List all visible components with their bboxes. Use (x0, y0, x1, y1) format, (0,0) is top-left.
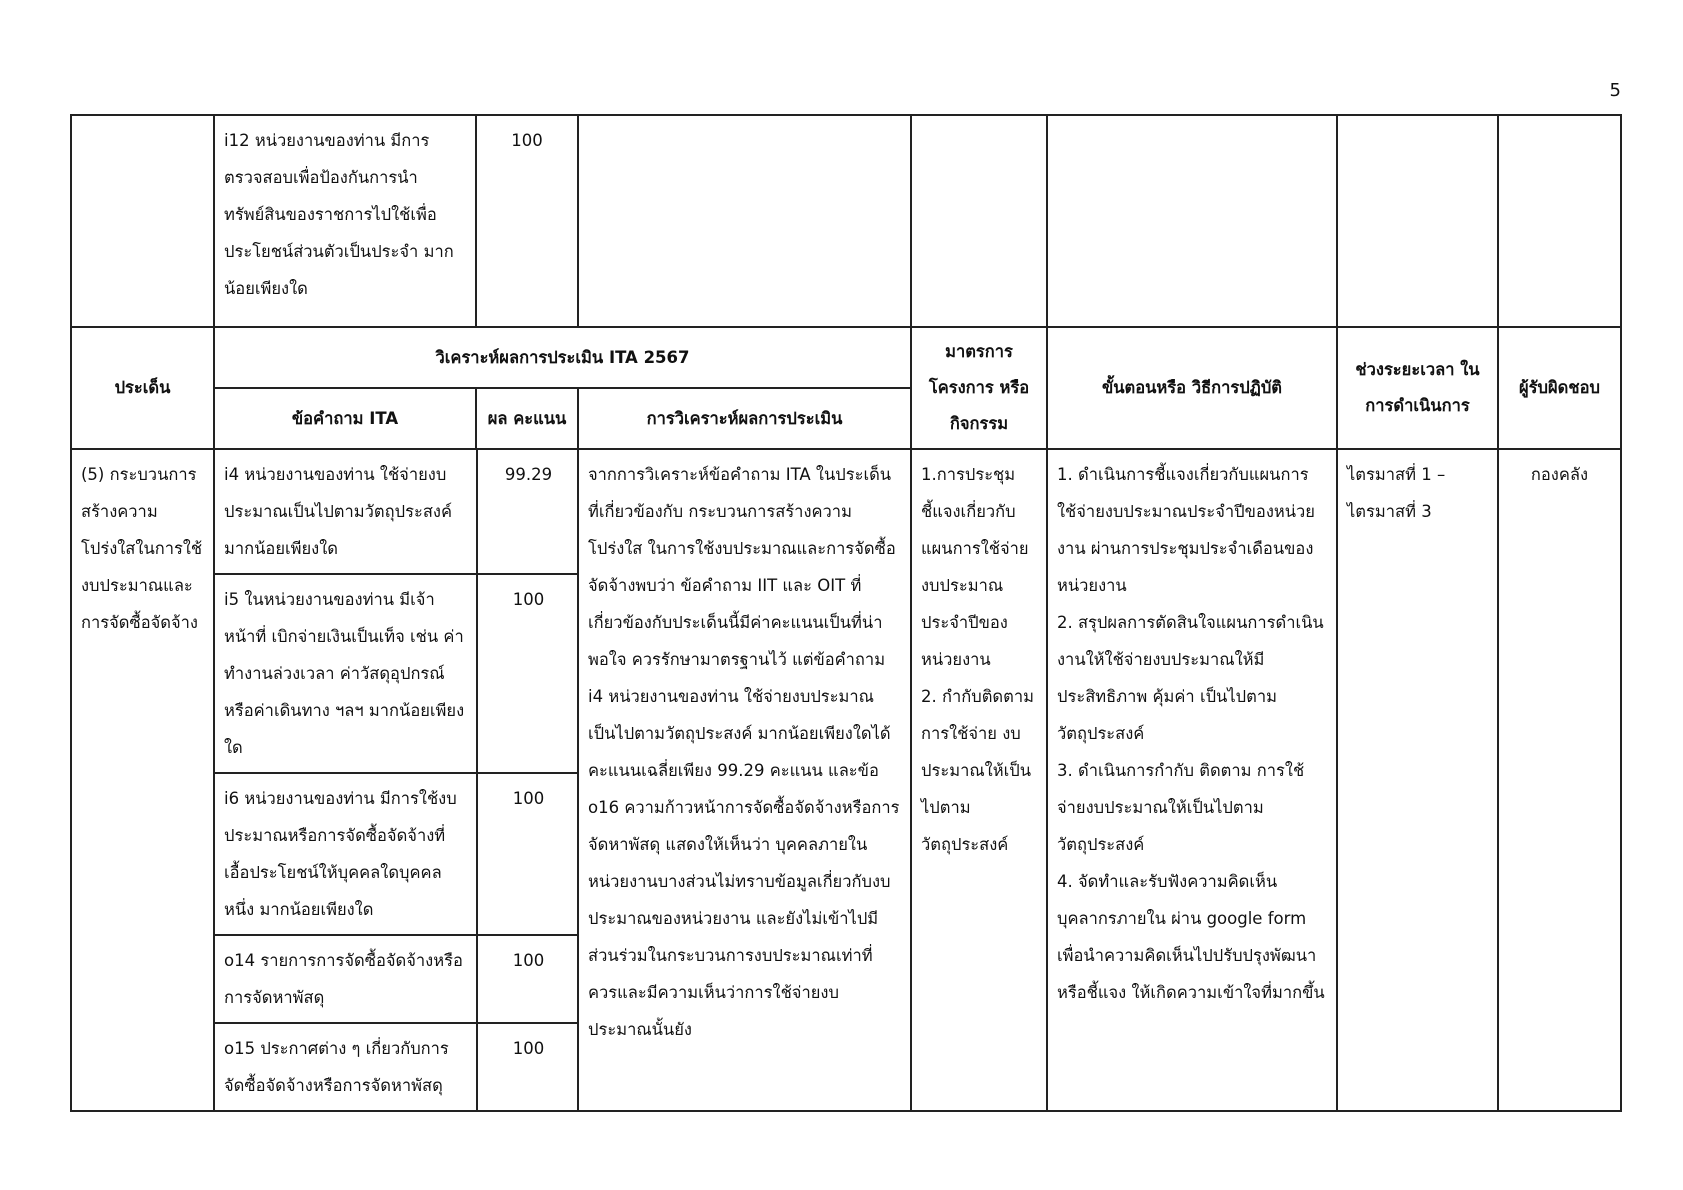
question-row (215, 450, 579, 574)
question-row (215, 1023, 579, 1110)
header-issue: ประเด็น (71, 327, 214, 449)
question-text: o14 รายการการจัดซื้อจัดจ้างหรือการจัดหาพัสดุ (215, 935, 477, 1023)
section-5-questions-cell (214, 449, 578, 1111)
section-5-procedures (1047, 449, 1337, 1111)
header-procedure: ขั้นตอนหรือ วิธีการปฏิบัติ (1047, 327, 1337, 449)
section-5-period: ไตรมาสที่ 1 – ไตรมาสที่ 3 (1337, 449, 1498, 1111)
header-question: ข้อคำถาม ITA (214, 388, 476, 449)
header-row-1 (71, 327, 1621, 388)
carryover-procedure-cell (1047, 115, 1337, 327)
procedure-step: 2. สรุปผลการตัดสินใจแผนการดำเนินงานให้ใช้จ่ายงบประมาณให้มีประสิทธิภาพ คุ้มค่า เป็นไปตามวัตถุประสงค์ (1057, 613, 1324, 743)
section-5-analysis: จากการวิเคราะห์ข้อคำถาม ITA ในประเด็นที่เกี่ยวข้องกับ กระบวนการสร้างความโปร่งใส ในการใช้งบประมาณและการจัดซื้อจัดจ้างพบว่า ข้อคำถาม IIT และ OIT ที่เกี่ยวข้องกับประเด็นนี้มีค่าคะแนนเป็นที่น่าพอใจ ควรรักษามาตรฐานไว้ แต่ข้อคำถาม i4 หน่วยงานของท่าน ใช้จ่ายงบประมาณเป็นไปตามวัตถุประสงค์ มากน้อยเพียงใดได้คะแนนเฉลี่ยเพียง 99.29 คะแนน และข้อ o16 ความก้าวหน้าการจัดซื้อจัดจ้างหรือการจัดหาพัสดุ แสดงให้เห็นว่า บุคคลภายในหน่วยงานบางส่วนไม่ทราบข้อมูลเกี่ยวกับงบประมาณของหน่วยงาน และยังไม่เข้าไปมีส่วนร่วมในกระบวนการงบประมาณเท่าที่ควรและมีความเห็นว่าการใช้จ่ายงบประมาณนั้นยัง (578, 449, 911, 1111)
measure-item: 1.การประชุมชี้แจงเกี่ยวกับแผนการใช้จ่ายงบประมาณประจำปีของหน่วยงาน (921, 465, 1029, 669)
question-text: i5 ในหน่วยงานของท่าน มีเจ้าหน้าที่ เบิกจ่ายเงินเป็นเท็จ เช่น ค่าทำงานล่วงเวลา ค่าวัสดุอุปกรณ์ หรือค่าเดินทาง ฯลฯ มากน้อยเพียงใด (215, 574, 477, 773)
question-score: 100 (477, 935, 579, 1023)
header-responsible: ผู้รับผิดชอบ (1498, 327, 1621, 449)
section-5-responsible: กองคลัง (1498, 449, 1621, 1111)
carryover-period-cell (1337, 115, 1498, 327)
section-5-issue: (5) กระบวนการสร้างความโปร่งใสในการใช้งบประมาณและการจัดซื้อจัดจ้าง (71, 449, 214, 1111)
question-score: 100 (477, 1023, 579, 1110)
procedure-step: 1. ดำเนินการชี้แจงเกี่ยวกับแผนการใช้จ่ายงบประมาณประจำปีของหน่วยงาน ผ่านการประชุมประจำเดือนของหน่วยงาน (1057, 465, 1315, 595)
carryover-question: i12 หน่วยงานของท่าน มีการตรวจสอบเพื่อป้องกันการนำทรัพย์สินของราชการไปใช้เพื่อประโยชน์ส่วนตัวเป็นประจำ มากน้อยเพียงใด (214, 115, 476, 327)
ita-analysis-table (70, 114, 1622, 1112)
carryover-analysis-cell (578, 115, 911, 327)
question-row (215, 935, 579, 1023)
procedure-step: 3. ดำเนินการกำกับ ติดตาม การใช้จ่ายงบประมาณให้เป็นไปตามวัตถุประสงค์ (1057, 761, 1305, 854)
section-5-measures (911, 449, 1047, 1111)
header-analysis: การวิเคราะห์ผลการประเมิน (578, 388, 911, 449)
question-text: i4 หน่วยงานของท่าน ใช้จ่ายงบประมาณเป็นไปตามวัตถุประสงค์ มากน้อยเพียงใด (224, 465, 453, 558)
header-period: ช่วงระยะเวลา ในการดำเนินการ (1337, 327, 1498, 449)
question-row (215, 574, 579, 773)
question-score: 99.29 (477, 450, 579, 574)
section-5-row (71, 449, 1621, 1111)
measure-item: 2. กำกับติดตามการใช้จ่าย งบประมาณให้เป็นไปตามวัตถุประสงค์ (921, 687, 1034, 854)
carryover-issue-cell (71, 115, 214, 327)
question-score: 100 (477, 574, 579, 773)
question-row (215, 773, 579, 935)
header-score: ผล คะแนน (476, 388, 578, 449)
carryover-row (71, 115, 1621, 327)
question-text: i6 หน่วยงานของท่าน มีการใช้งบประมาณหรือการจัดซื้อจัดจ้างที่เอื้อประโยชน์ให้บุคคลใดบุคคลหนึ่ง มากน้อยเพียงใด (215, 773, 477, 935)
procedure-step: 4. จัดทำและรับฟังความคิดเห็นบุคลากรภายใน ผ่าน google form เพื่อนำความคิดเห็นไปปรับปรุงพัฒนา หรือชี้แจง ให้เกิดความเข้าใจที่มากขึ้น (1057, 872, 1325, 1002)
header-measures: มาตรการ โครงการ หรือ กิจกรรม (911, 327, 1047, 449)
header-analysis-group: วิเคราะห์ผลการประเมิน ITA 2567 (214, 327, 911, 388)
question-text: o15 ประกาศต่าง ๆ เกี่ยวกับการจัดซื้อจัดจ้างหรือการจัดหาพัสดุ (215, 1023, 477, 1110)
carryover-measures-cell (911, 115, 1047, 327)
carryover-score: 100 (476, 115, 578, 327)
carryover-responsible-cell (1498, 115, 1621, 327)
page-number: 5 (1609, 80, 1621, 101)
questions-subtable (215, 450, 579, 1110)
question-score: 100 (477, 773, 579, 935)
